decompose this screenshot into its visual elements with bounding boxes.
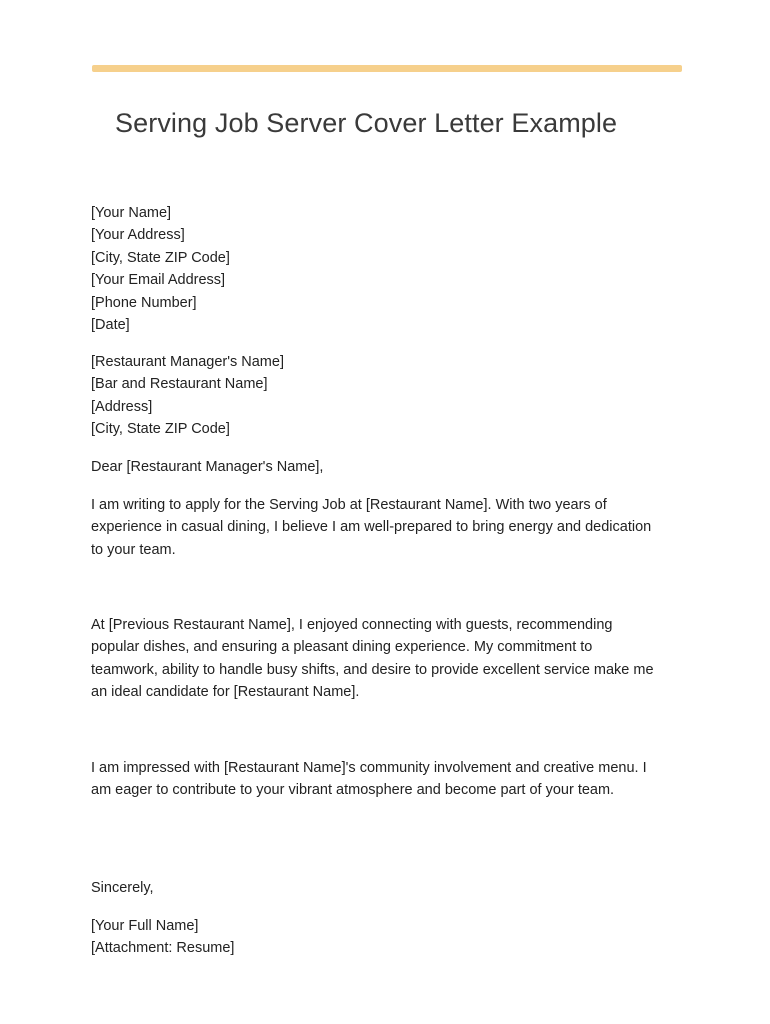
letter-date: [Date] bbox=[91, 317, 130, 334]
body-paragraph-2: At [Previous Restaurant Name], I enjoyed connecting with guests, recommending popular dishes, and ensuring a pleasant dining experience. My commitment to teamwork, ability to handle busy shifts, and desire to provide excellent service make me an ideal candidate for [Restaurant Name]. bbox=[91, 617, 654, 701]
closing bbox=[91, 877, 154, 899]
sender-email: [Your Email Address] bbox=[91, 272, 226, 289]
attachment-note: [Attachment: Resume] bbox=[91, 940, 235, 957]
signature-block bbox=[91, 915, 234, 960]
sender-city-state-zip: [City, State ZIP Code] bbox=[91, 249, 230, 266]
document-title: Serving Job Server Cover Letter Example bbox=[115, 108, 618, 138]
sender-info bbox=[91, 202, 230, 336]
body-paragraph-1: I am writing to apply for the Serving Job at [Restaurant Name]. With two years of experience in casual dining, I believe I am well-prepared to bring energy and dedication to your team. bbox=[91, 497, 652, 558]
sender-address: [Your Address] bbox=[91, 227, 185, 244]
sender-name: [Your Name] bbox=[91, 205, 172, 221]
signature-full-name: [Your Full Name] bbox=[91, 918, 199, 934]
title-accent-bar bbox=[92, 65, 682, 72]
recipient-address: [Address] bbox=[91, 398, 153, 415]
recipient-info bbox=[91, 351, 284, 441]
salutation-text: Dear [Restaurant Manager's Name], bbox=[91, 459, 324, 475]
recipient-city-state-zip: [City, State ZIP Code] bbox=[91, 421, 230, 438]
closing-text: Sincerely, bbox=[91, 880, 154, 896]
sender-phone: [Phone Number] bbox=[91, 294, 197, 311]
body-paragraph-3: I am impressed with [Restaurant Name]'s community involvement and creative menu. I am eager to contribute to your vibrant atmosphere and become part of your team. bbox=[91, 760, 647, 799]
recipient-restaurant-name: [Bar and Restaurant Name] bbox=[91, 376, 268, 393]
salutation bbox=[91, 456, 323, 478]
recipient-manager-name: [Restaurant Manager's Name] bbox=[91, 354, 284, 370]
